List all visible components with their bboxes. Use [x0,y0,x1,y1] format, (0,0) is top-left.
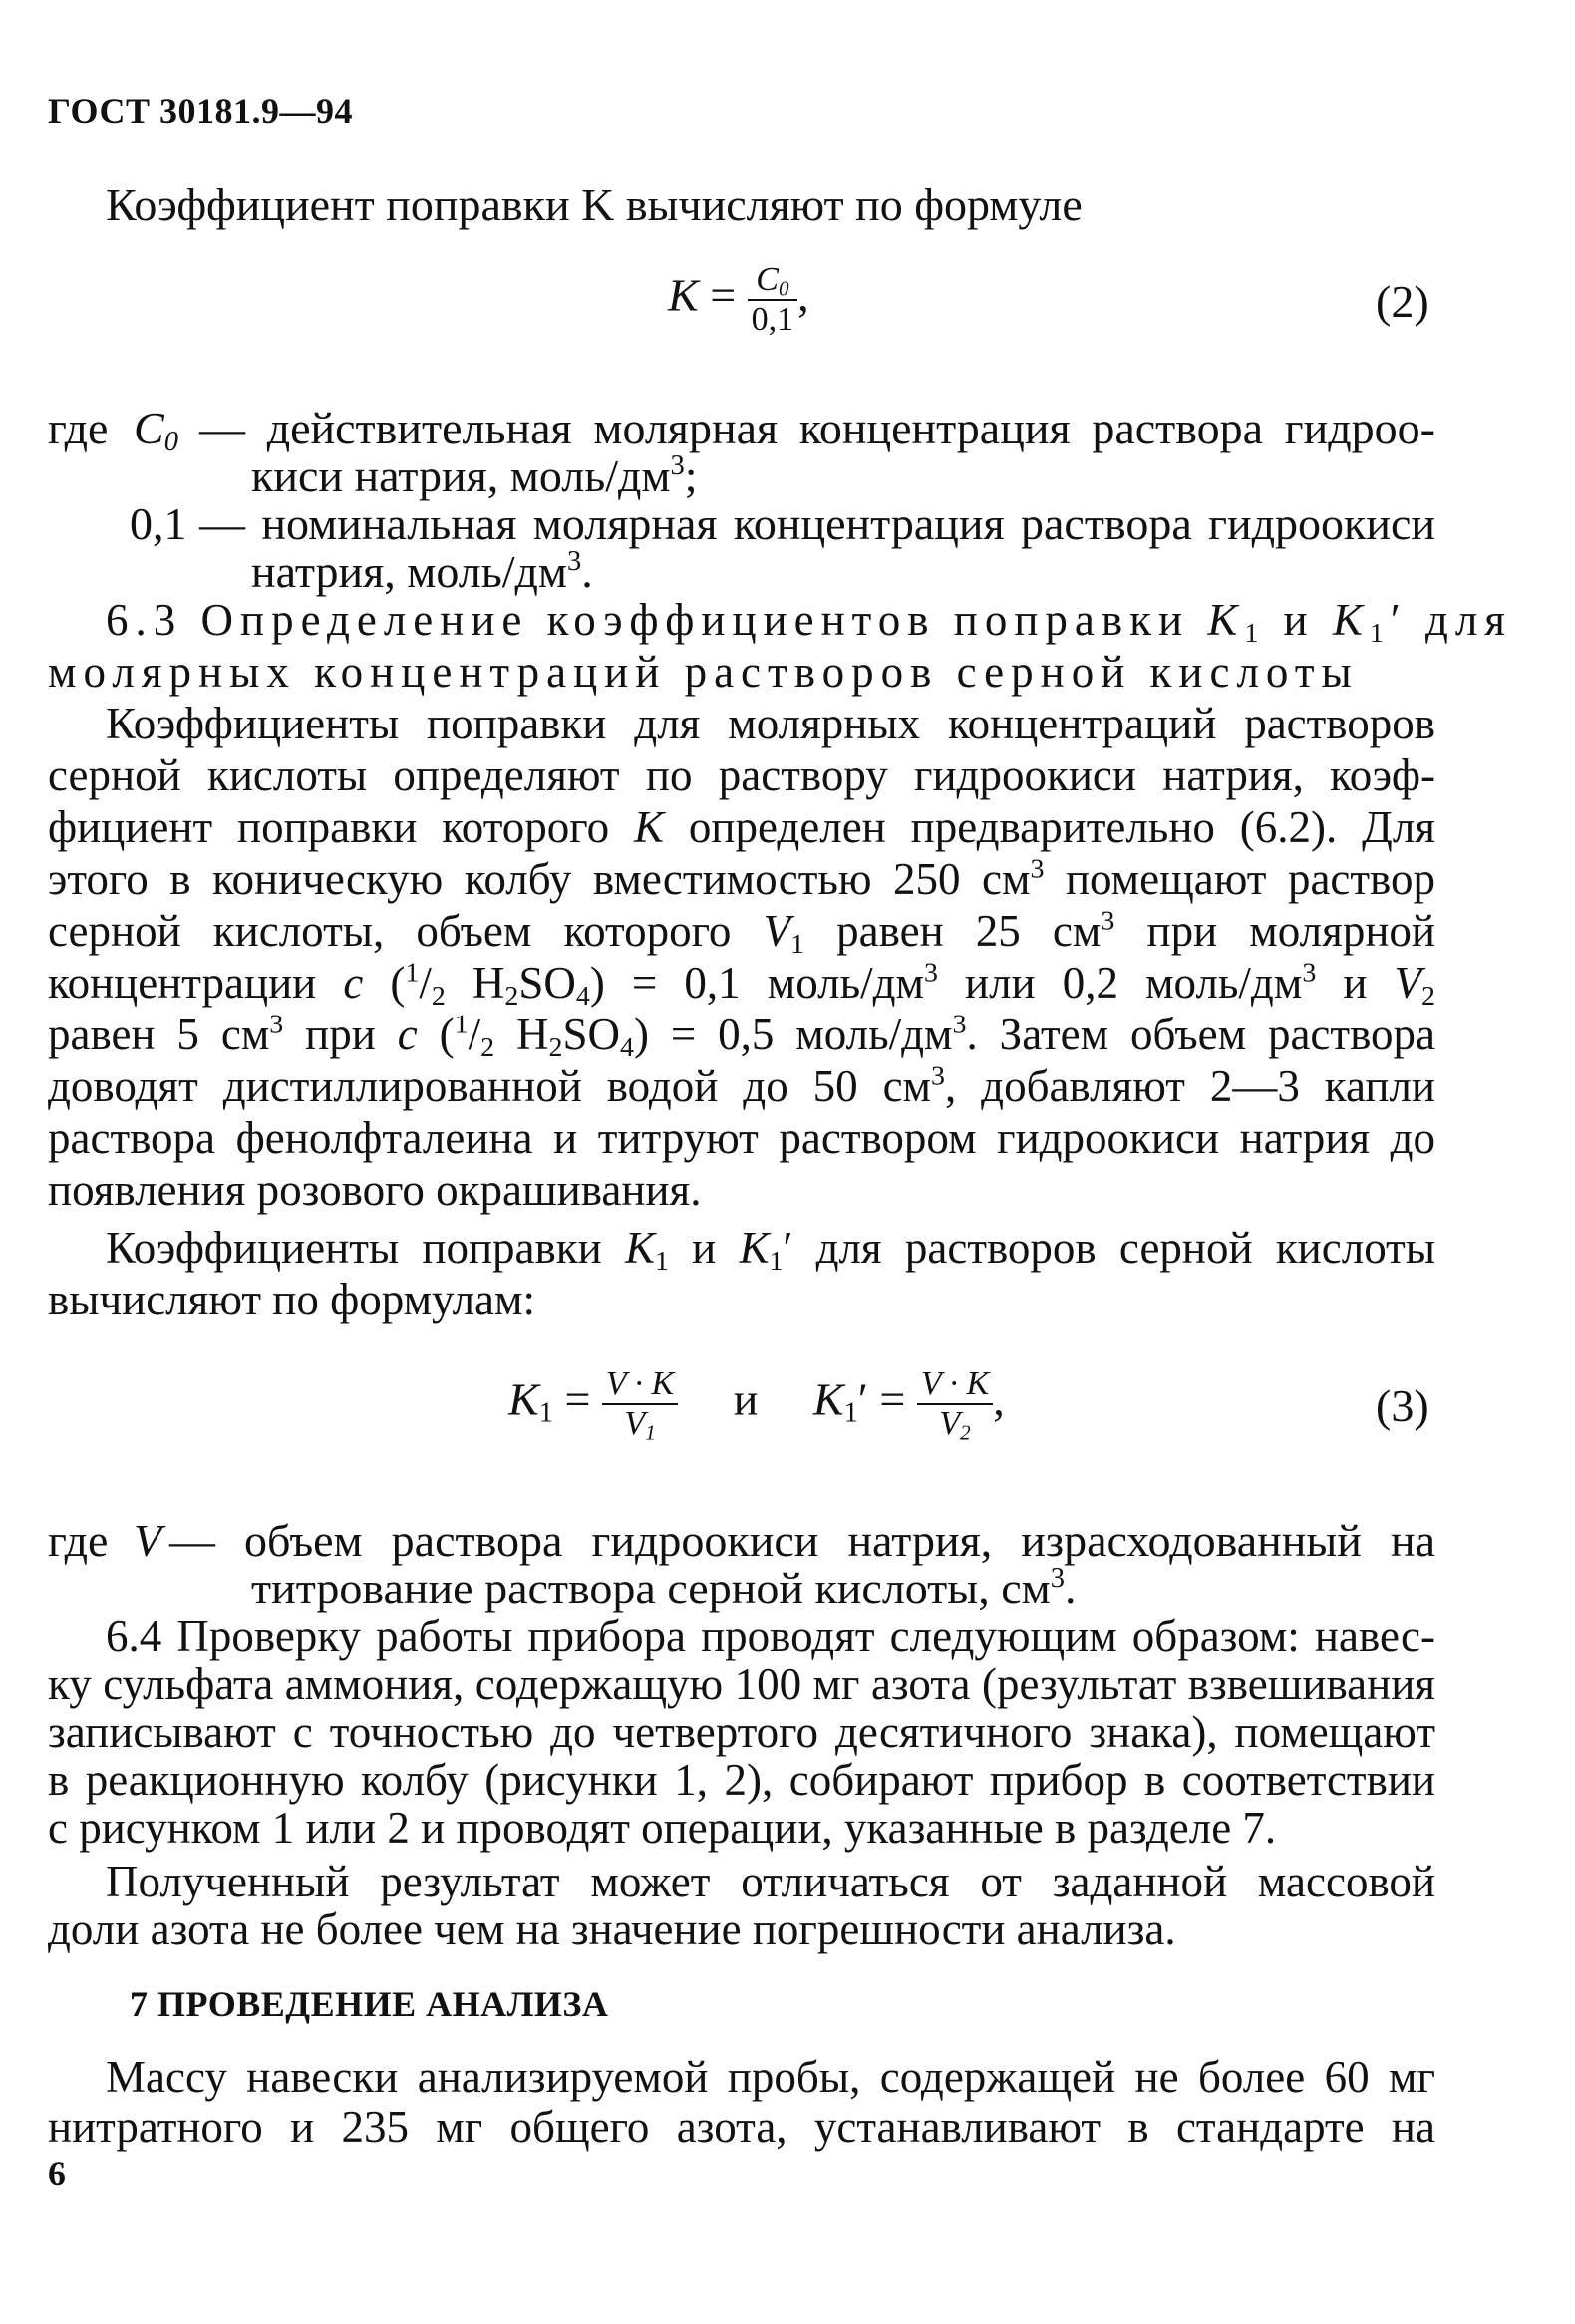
p63-line9: раствора фенолфталеина и титруют раствором гидроокиси натрия до [48,1113,1435,1163]
formula2-fraction [748,261,798,339]
p7-line1: Массу навески анализируемой пробы, содержащей не более 60 мг [106,2052,1435,2102]
formula2-den: 0,1 [751,301,794,338]
where2-line1: — объем раствора гидроокиси натрия, израсходованный на [169,1515,1435,1566]
where1-val2: 0,1 [130,498,187,549]
p63-line8: доводят дистиллированной водой до 50 $см^3$, добавляют 2—3 капли [48,1060,1435,1111]
formula3-fraction-2: $\frac{V \cdot K}{V_2}$ [917,1365,993,1443]
formula2-lhs: K [668,269,699,321]
p63-line7: равен 5 $см^3$ при c ($^1/_2$ $H_2SO_4) = 0,5$ моль/$дм^3$. Затем объем раствора [48,1009,1435,1063]
where1-line2: киси натрия, моль/$дм^3$; [251,449,698,501]
p63-line5: серной кислоты, объем которого $V_1$ равен 25 $см^3$ при молярной [48,905,1435,960]
p64-line3: записывают с точностью до четвертого десятичного знака), помещают [48,1707,1435,1757]
where2-prefix: где [48,1515,109,1566]
p63-line2: серной кислоты определяют по раствору гидроокиси натрия, коэф- [48,750,1435,800]
where1-symbol: $C_0$ [134,403,178,458]
where2-line2: титрование раствора серной кислоты, $см^3$. [251,1562,1077,1613]
presult-line2: доли азота не более чем на значение погрешности анализа. [48,1904,1176,1954]
p63-line1: Коэффициенты поправки для молярных концентраций растворов [106,699,1435,748]
p63-line6: концентрации c ($^1/_2$ $H_2SO_4) = 0,1$ моль/$дм^3$ или 0,2 моль/$дм^3$ и $V_2$ [48,957,1435,1012]
equation-number-2: (2) [1376,276,1429,327]
p64-line5: с рисунком 1 или 2 и проводят операции, указанные в разделе 7. [48,1803,1277,1853]
formula-3: $K_1$ = $\frac{V \cdot K}{V_1}$ и $K_1'$ = $\frac{V \cdot K}{V_2}$ , [508,1365,1005,1445]
formula3-fraction-1: $\frac{V \cdot K}{V_1}$ [602,1365,678,1443]
where1-line4: натрия, моль/$дм^3$. [251,545,593,597]
section-6-3-title-line1: 6.3 Определение коэффициентов поправки $K_1$ и $K_1'$ для [106,595,1513,649]
k-intro-text: Коэффициент поправки K вычисляют по формуле [106,179,1083,230]
section-7-title: 7 ПРОВЕДЕНИЕ АНАЛИЗА [130,1984,609,2024]
equation-number-3: (3) [1376,1380,1429,1431]
where2-symbol: V [134,1515,162,1566]
standard-header: ГОСТ 30181.9—94 [48,91,353,131]
p64-line4: в реакционную колбу (рисунки 1, 2), собирают прибор в соответствии [48,1755,1435,1805]
where1-line3: — номинальная молярная концентрация раствора гидроокиси [199,498,1435,549]
p64-line2: ку сульфата аммония, содержащую 100 мг азота (результат взвешивания [48,1659,1435,1709]
formula2-num: C [756,261,779,298]
where1-line1: — действительная молярная концентрация раствора гидроо- [199,403,1435,453]
p7-line2: нитратного и 235 мг общего азота, устанавливают в стандарте на [48,2102,1435,2152]
p63-line3: фициент поправки которого K определен предварительно (6.2). Для [48,802,1436,852]
p63-line4: этого в коническую колбу вместимостью 250 $см^3$ помещают раствор [48,853,1435,904]
pk1-line1: Коэффициенты поправки $K_1$ и $K_1'$ для растворов серной кислоты [106,1223,1435,1277]
section-6-3-title-line2: молярных концентраций растворов серной кислоты [48,647,1359,697]
page-number: 6 [48,2154,66,2193]
where1-prefix: где [48,403,109,453]
k-intro [106,179,1083,231]
p64-line1: 6.4 Проверку работы прибора проводят следующим образом: навес- [106,1611,1435,1661]
formula2-tail: , [797,269,809,321]
formula-2: K = $\frac{C_0}{0,1}$ , [668,261,809,338]
pk1-line2: вычисляют по формулам: [48,1275,535,1324]
p63-line10: появления розового окрашивания. [48,1165,702,1215]
presult-line1: Полученный результат может отличаться от заданной массовой [106,1857,1435,1906]
formula2-num-sub: 0 [778,276,789,301]
